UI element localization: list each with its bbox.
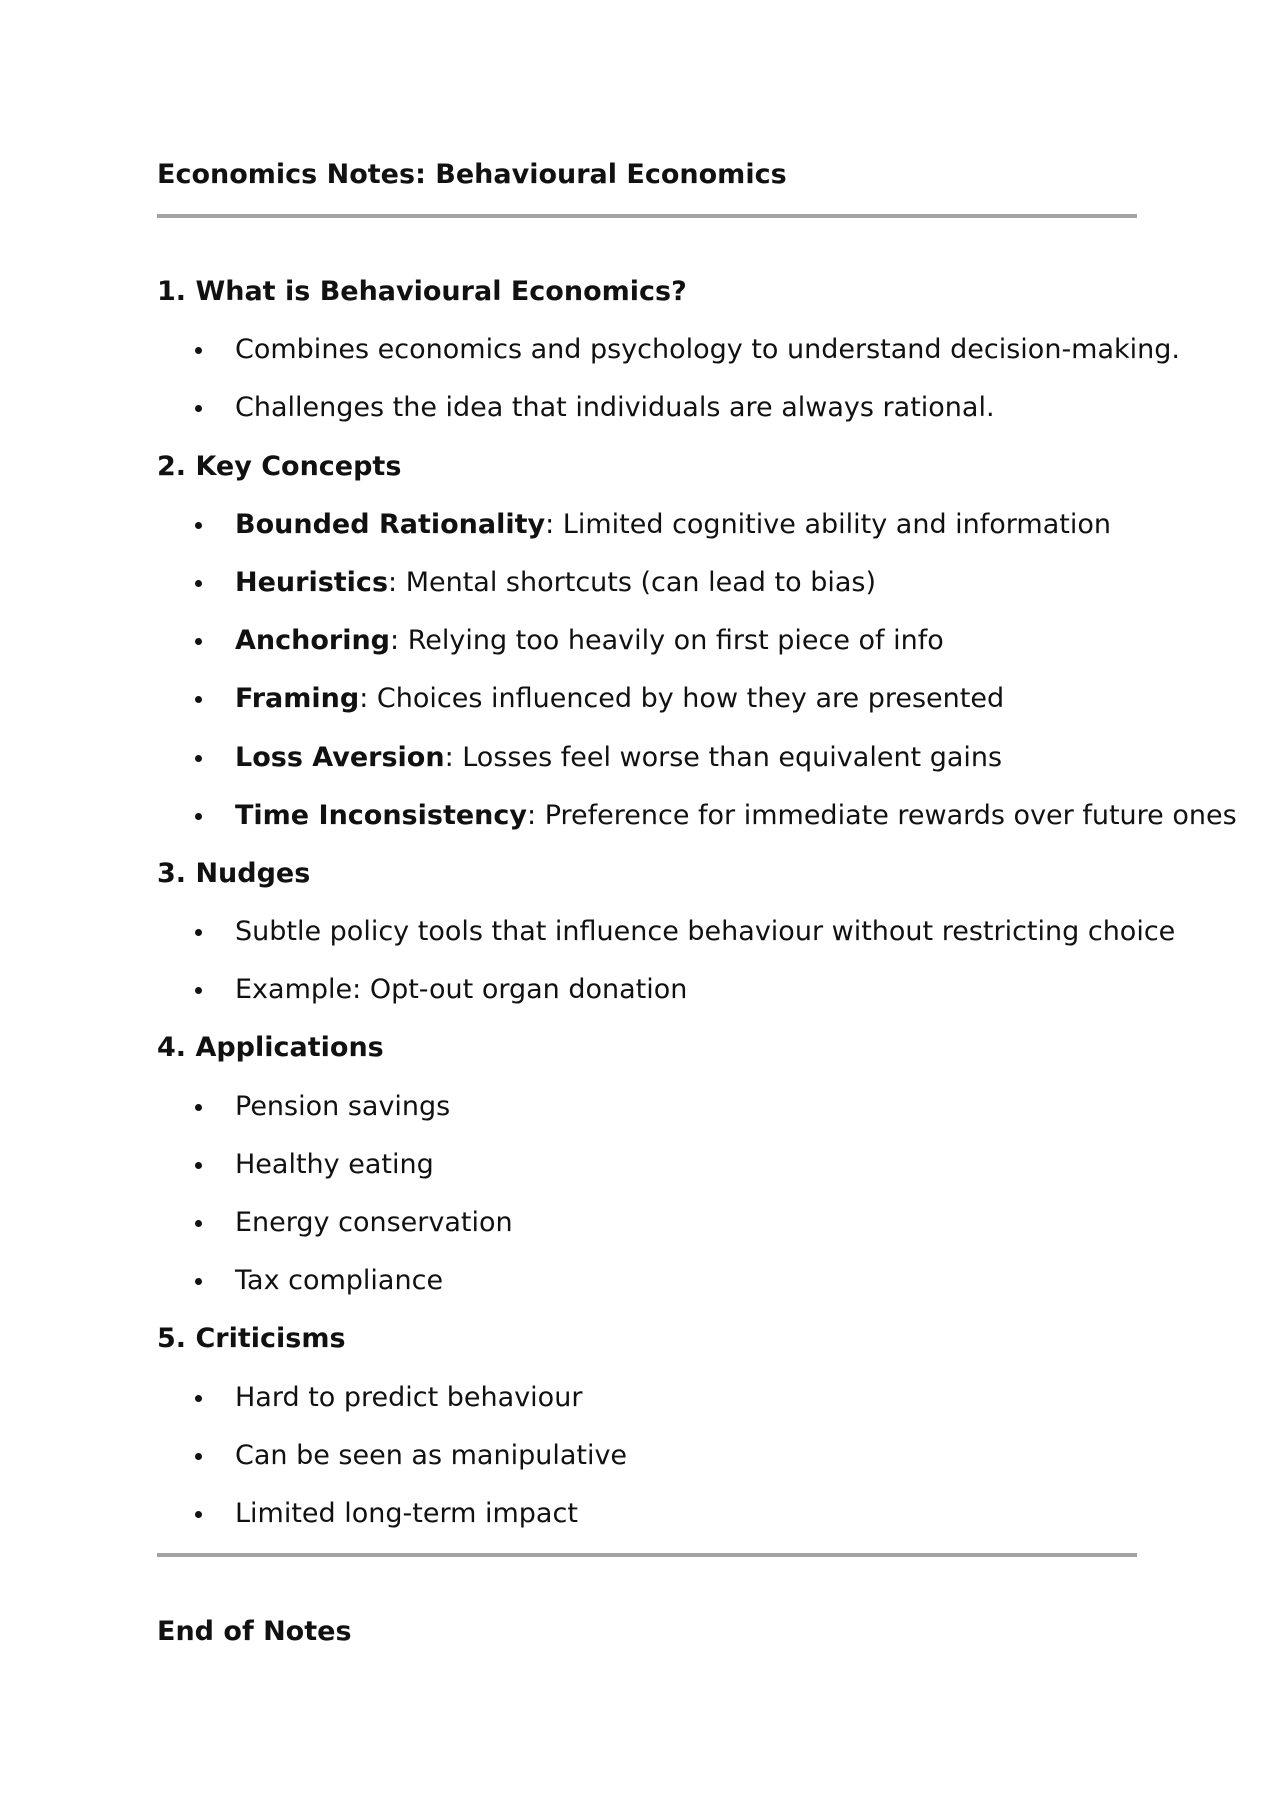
bullet-list <box>157 1087 1137 1320</box>
list-item <box>157 330 1180 388</box>
item-text: Healthy eating <box>235 1148 434 1180</box>
bullet-icon <box>195 755 202 762</box>
bullet-list <box>157 912 1176 1028</box>
section-applications <box>157 1028 1137 1319</box>
bullet-icon <box>195 1278 202 1285</box>
item-text: Combines economics and psychology to understand decision-making. <box>235 334 1180 366</box>
bullet-icon <box>195 929 202 936</box>
item-text: Hard to predict behaviour <box>235 1381 583 1413</box>
bullet-icon <box>195 1453 202 1460</box>
bullet-icon <box>195 1220 202 1227</box>
bullet-icon <box>195 696 202 703</box>
bullet-list <box>157 330 1180 446</box>
section-heading: 1. What is Behavioural Economics? <box>157 276 687 307</box>
item-term: Framing <box>235 683 360 715</box>
bullet-icon <box>195 813 202 820</box>
item-text: : Relying too heavily on first piece of info <box>390 625 944 657</box>
bullet-icon <box>195 405 202 412</box>
top-divider <box>157 214 1137 218</box>
list-item <box>157 1145 1137 1203</box>
list-item <box>157 738 1137 796</box>
list-item <box>157 1261 1137 1319</box>
section-what-is <box>157 272 1180 447</box>
item-text: Challenges the idea that individuals are always rational. <box>235 392 995 424</box>
section-key-concepts <box>157 447 1237 854</box>
document-title: Economics Notes: Behavioural Economics <box>157 159 787 190</box>
list-item <box>157 679 1137 737</box>
end-of-notes: End of Notes <box>157 1616 352 1647</box>
item-term: Heuristics <box>235 566 389 598</box>
item-text: Limited long-term impact <box>235 1497 578 1529</box>
item-text: Pension savings <box>235 1090 451 1122</box>
section-heading: 5. Criticisms <box>157 1323 346 1355</box>
notes-content <box>157 272 1237 1552</box>
list-item <box>157 388 1137 446</box>
bullet-icon <box>195 1162 202 1169</box>
list-item <box>157 1378 1137 1436</box>
bullet-icon <box>195 347 202 354</box>
list-item <box>157 796 1237 854</box>
bottom-divider <box>157 1553 1137 1557</box>
bullet-icon <box>195 638 202 645</box>
bullet-icon <box>195 522 202 529</box>
item-text: : Choices influenced by how they are presented <box>359 683 1005 715</box>
list-item <box>157 1087 1137 1145</box>
item-term: Anchoring <box>235 625 391 657</box>
item-term: Loss Aversion <box>235 741 445 773</box>
item-text: Energy conservation <box>235 1207 513 1238</box>
item-term: Bounded Rationality <box>235 508 546 540</box>
item-text: Example: Opt-out organ donation <box>235 974 688 1006</box>
section-heading: 4. Applications <box>157 1032 384 1064</box>
item-text: : Preference for immediate rewards over future ones <box>527 799 1237 831</box>
item-text: : Losses feel worse than equivalent gains <box>444 741 1003 773</box>
bullet-icon <box>195 1395 202 1402</box>
list-item <box>157 1436 1137 1494</box>
item-term: Time Inconsistency <box>235 799 528 831</box>
bullet-icon <box>195 987 202 994</box>
item-text: Tax compliance <box>235 1265 444 1297</box>
list-item <box>157 1494 1137 1552</box>
item-text: Subtle policy tools that influence behaviour without restricting choice <box>235 916 1176 948</box>
list-item <box>157 912 1176 970</box>
bullet-icon <box>195 1104 202 1111</box>
item-text: : Mental shortcuts (can lead to bias) <box>388 566 876 598</box>
item-text: : Limited cognitive ability and information <box>545 508 1111 540</box>
section-heading: 3. Nudges <box>157 857 311 889</box>
section-heading: 2. Key Concepts <box>157 450 402 482</box>
list-item <box>157 505 1137 563</box>
section-nudges <box>157 854 1176 1029</box>
section-criticisms <box>157 1319 1137 1552</box>
list-item <box>157 970 1137 1028</box>
bullet-list <box>157 1378 1137 1553</box>
bullet-list <box>157 505 1237 854</box>
bullet-icon <box>195 580 202 587</box>
list-item <box>157 563 1137 621</box>
bullet-icon <box>195 1511 202 1518</box>
list-item <box>157 1203 1137 1261</box>
item-text: Can be seen as manipulative <box>235 1439 628 1471</box>
list-item <box>157 621 1137 679</box>
